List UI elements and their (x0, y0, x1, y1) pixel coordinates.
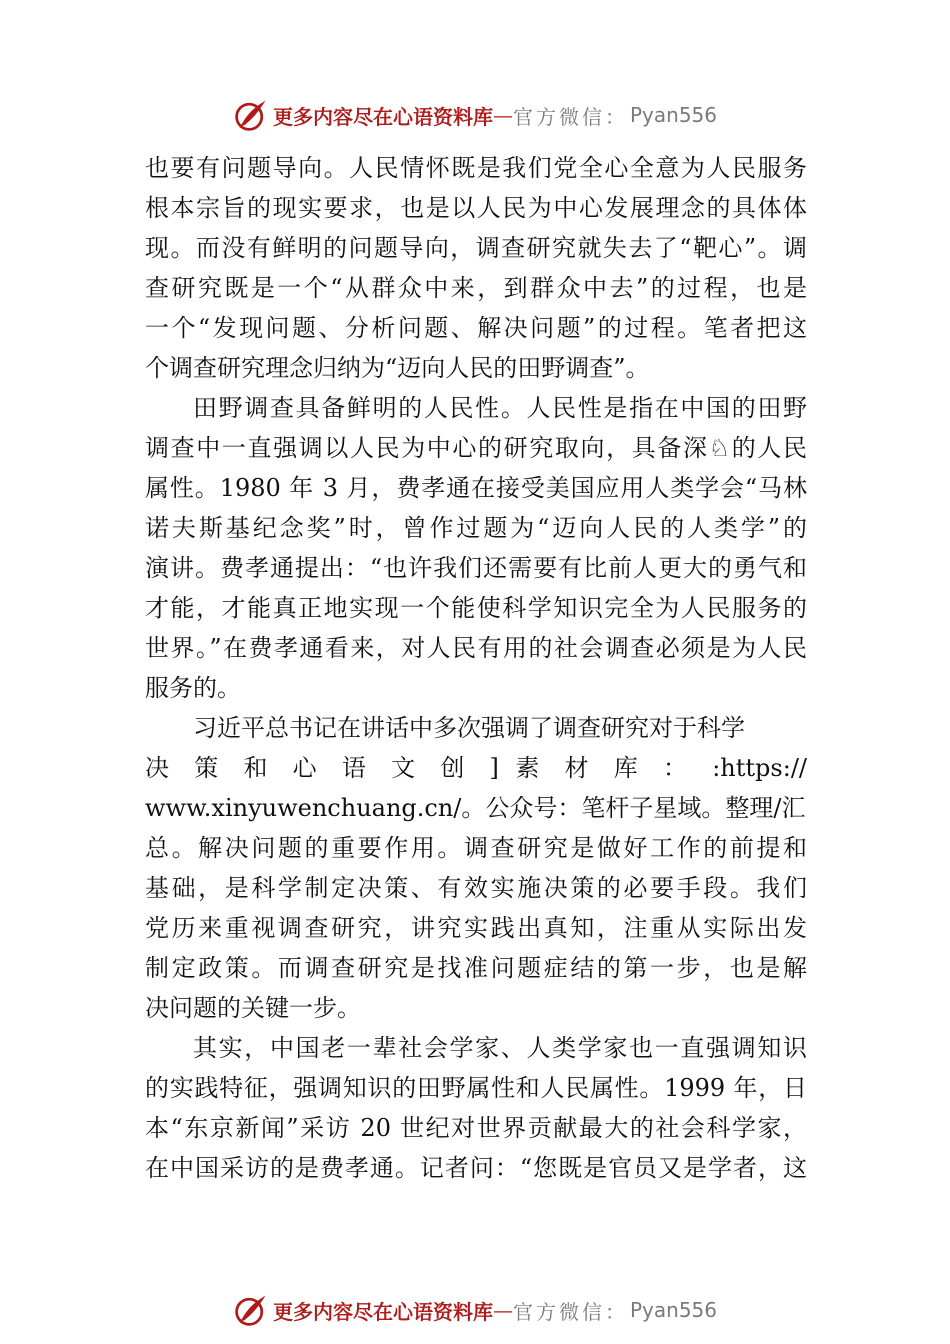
text-line: www.xinyuwenchuang.cn/。公众号：笔杆子星域。整理/汇 (145, 794, 806, 822)
text-line: 其实，中国老一辈社会学家、人类学家也一直强调知识 (193, 1034, 807, 1062)
text-line: 查研究既是一个“从群众中来，到群众中去”的过程，也是 (145, 274, 807, 302)
text-line: 也要有问题导向。人民情怀既是我们党全心全意为人民服务 (145, 154, 807, 182)
banner-wechat-label: 官方微信： (512, 104, 628, 129)
text-line: 个调查研究理念归纳为“迈向人民的田野调查”。 (145, 354, 650, 382)
footer-banner (0, 1290, 950, 1330)
banner-wechat-id: Pyan556 (629, 1298, 717, 1322)
text-line: 党历来重视调查研究，讲究实践出真知，注重从实际出发 (145, 914, 807, 942)
banner-title: 更多内容尽在心语资料库 (272, 1299, 493, 1324)
text-line: 才能，才能真正地实现一个能使科学知识完全为人民服务的 (145, 594, 807, 622)
banner-wechat-id: Pyan556 (629, 103, 717, 127)
body-text (145, 148, 807, 1188)
text-line: 根本宗旨的现实要求，也是以人民为中心发展理念的具体体 (145, 194, 807, 222)
text-line: 服务的。 (145, 674, 241, 702)
text-line: 在中国采访的是费孝通。记者问：“您既是官员又是学者，这 (145, 1154, 807, 1182)
text-line: 调查中一直强调以人民为中心的研究取向，具备深♘的人民 (145, 434, 807, 462)
text-line: 决 策 和 心 语 文 创 ] 素 材 库 ： :https:// (145, 754, 807, 782)
text-line: 诺夫斯基纪念奖”时，曾作过题为“迈向人民的人类学”的 (145, 514, 807, 542)
text-line: 属性。1980 年 3 月，费孝通在接受美国应用人类学会“马林 (145, 474, 807, 502)
text-line: 一个“发现问题、分析问题、解决问题”的过程。笔者把这 (145, 314, 807, 342)
banner-title: 更多内容尽在心语资料库 (272, 104, 493, 129)
banner-dash: — (492, 103, 513, 127)
text-line: 基础，是科学制定决策、有效实施决策的必要手段。我们 (145, 874, 807, 902)
text-line: 现。而没有鲜明的问题导向，调查研究就失去了“靶心”。调 (145, 234, 807, 262)
text-line: 田野调查具备鲜明的人民性。人民性是指在中国的田野 (193, 394, 807, 422)
header-banner (0, 95, 950, 135)
text-line: 的实践特征，强调知识的田野属性和人民属性。1999 年，日 (145, 1074, 807, 1102)
quill-logo-icon (233, 97, 269, 133)
text-line: 制定政策。而调查研究是找准问题症结的第一步，也是解 (145, 954, 807, 982)
text-line: 演讲。费孝通提出：“也许我们还需要有比前人更大的勇气和 (145, 554, 807, 582)
text-line: 总。解决问题的重要作用。调查研究是做好工作的前提和 (145, 834, 807, 862)
text-line: 决问题的关键一步。 (145, 994, 361, 1022)
quill-logo-icon (233, 1292, 269, 1328)
banner-wechat-label: 官方微信： (512, 1299, 628, 1324)
text-line: 世界。”在费孝通看来，对人民有用的社会调查必须是为人民 (145, 634, 807, 662)
banner-dash: — (492, 1298, 513, 1322)
text-line: 习近平总书记在讲话中多次强调了调查研究对于科学 (193, 714, 745, 742)
text-line: 本“东京新闻”采访 20 世纪对世界贡献最大的社会科学家， (145, 1114, 807, 1142)
